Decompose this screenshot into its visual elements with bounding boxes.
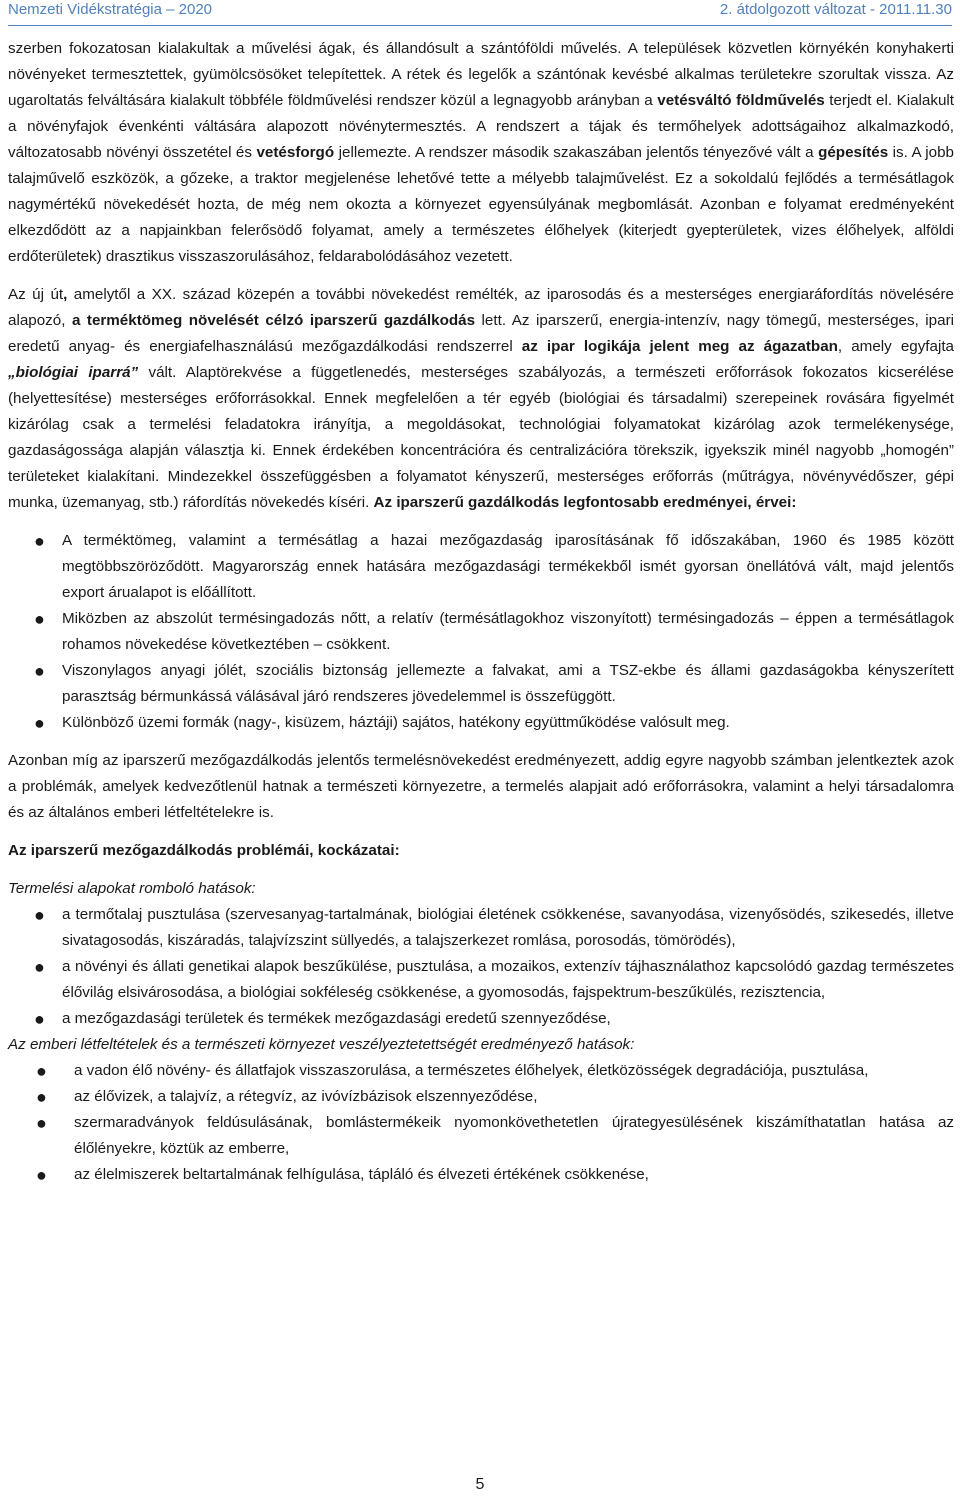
bullet-icon: ●	[36, 1087, 47, 1107]
text-run: amelytől a XX. század közepén a további növekedést remélték, az iparosodás és a mesterséges energiaráfordítás növelésére alapozó,	[8, 286, 954, 329]
text-run: , amely egyfajta	[837, 338, 955, 355]
list-item: ● a mezőgazdasági területek és termékek mezőgazdasági eredetű szennyeződése,	[8, 1006, 954, 1032]
bold-run: a terméktömeg növelését célzó iparszerű gazdálkodás	[71, 312, 476, 329]
paragraph-1	[8, 36, 954, 270]
list-item: ● a termőtalaj pusztulása (szervesanyag-tartalmának, biológiai életének csökkenése, savanyodása, vizenyősödés, szikesedés, illetve sivatagosodás, kiszáradás, talajvízszint süllyedés, a talajszerkezet romlása, porosodás, tömörödés),	[8, 902, 954, 954]
text-run: lett. Az iparszerű, energia-intenzív, nagy tömegű, mesterséges, ipari eredetű anyag- és energiafelhasználású mezőgazdálkodási rendszerrel	[8, 312, 954, 355]
paragraph-2	[8, 282, 954, 516]
document-body	[8, 36, 954, 1188]
list-item: ● szermaradványok feldúsulásának, bomlástermékeik nyomonkövethetetlen újrategyesülésének kiszámíthatatlan hatása az élőlényekre, köztük az emberre,	[8, 1110, 954, 1162]
list-item: ● a vadon élő növény- és állatfajok visszaszorulása, a természetes élőhelyek, életközösségek degradációja, pusztulása,	[8, 1058, 954, 1084]
environment-impacts-list	[8, 1058, 954, 1188]
list-item: ● Miközben az abszolút termésingadozás nőtt, a relatív (termésátlagokhoz viszonyított) termésingadozás – éppen a termésátlagok rohamos növekedése következtében – csökkent.	[8, 606, 954, 658]
text-run: vált. Alaptörekvése a függetlenedés, mesterséges szabályozás, a természeti erőforrások fokozatos kicserélése (helyettesítése) mesterséges erőforrásokkal. Ennek megfelelően a tér egyéb (biológiai és társadalmi) szerepeinek rovására figyelmét kizárólag csak a termelési feladatokra irányítja, a megoldásokat, technológiai folyamatokat kizárólag azok termelékenysége, gazdaságossága alapján választja ki. Ennek érdekében koncentrációra és centralizációra törekszik, igyekszik minél nagyobb „homogén” területeket kialakítani. Mindezekkel összefüggésben a folyamatot kényszerű, mesterséges erőforrás (műtrágya, növényvédőszer, gépi munka, üzemanyag, stb.) ráfordítás növekedés kíséri.	[8, 364, 954, 511]
bullet-icon: ●	[34, 609, 45, 629]
bold-run: ,	[63, 286, 68, 303]
bullet-icon: ●	[34, 531, 45, 551]
list-item: ● Viszonylagos anyagi jólét, szociális biztonság jellemezte a falvakat, ami a TSZ-ekbe és állami gazdaságokba kényszerített parasztság bérmunkássá válásával járó rendszeres jövedelemmel is összefüggött.	[8, 658, 954, 710]
bold-run: vetésforgó	[256, 144, 335, 161]
results-list	[8, 528, 954, 736]
list-item: ● Különböző üzemi formák (nagy-, kisüzem, háztáji) sajátos, hatékony együttműködése valósult meg.	[8, 710, 954, 736]
bullet-icon: ●	[34, 905, 45, 925]
bullet-icon: ●	[34, 661, 45, 681]
subheading-environment: Az emberi létfeltételek és a természeti környezet veszélyeztetettségét eredményező hatások:	[8, 1036, 635, 1053]
production-impacts-list	[8, 902, 954, 1032]
page-header	[8, 0, 952, 26]
bullet-icon: ●	[34, 957, 45, 977]
bullet-icon: ●	[36, 1061, 47, 1081]
text-run: is. A jobb talajművelő eszközök, a gőzeke, a traktor megjelenése lehetővé tette a mélyebb talajművelést. Ez a sokoldalú fejlődés a termésátlagok nagymértékű növekedését hozta, de még nem okozta a környezet egyensúlyának megbomlását. Azonban e folyamat eredményeként elkezdődött az a napjainkban felerősödő folyamat, amely a természetes élőhelyek (kiterjedt gyepterületek, vizes élőhelyek, alföldi erdőterületek) drasztikus visszaszorulásához, feldarabolódásához vezetett.	[8, 144, 954, 265]
bullet-icon: ●	[36, 1113, 47, 1133]
text-run: jellemezte. A rendszer második szakaszában jelentős tényezővé vált a	[334, 144, 819, 161]
list-item: ● A terméktömeg, valamint a termésátlag a hazai mezőgazdaság iparosításának fő időszakában, 1960 és 1985 között megtöbbszöröződött. Magyarország ennek hatására mezőgazdasági termékekből ismét gyorsan önellátóvá vált, majd jelentős export árualapot is előállított.	[8, 528, 954, 606]
bullet-icon: ●	[34, 1009, 45, 1029]
section-heading: Az iparszerű mezőgazdálkodás problémái, kockázatai:	[8, 842, 400, 859]
list-item: ● az élővizek, a talajvíz, a rétegvíz, az ivóvízbázisok elszennyeződése,	[8, 1084, 954, 1110]
bullet-icon: ●	[36, 1165, 47, 1185]
list-item: ● az élelmiszerek beltartalmának felhígulása, tápláló és élvezeti értékének csökkenése,	[8, 1162, 954, 1188]
page-number: 5	[475, 1476, 485, 1493]
bold-run: gépesítés	[818, 144, 889, 161]
paragraph-3: Azonban míg az iparszerű mezőgazdálkodás jelentős termelésnövekedést eredményezett, addig egyre nagyobb számban jelentkeztek azok a problémák, amelyek kedvezőtlenül hatnak a természeti környezetre, a termelés alapjait adó erőforrásokra, valamint a helyi társadalomra és az általános emberi létfeltételekre is.	[8, 752, 954, 821]
bold-run: az ipar logikája jelent meg az ágazatban	[521, 338, 838, 355]
header-title: Nemzeti Vidékstratégia – 2020	[8, 1, 213, 18]
bold-run: Az iparszerű gazdálkodás legfontosabb eredményei, érvei:	[373, 494, 797, 511]
bold-run: vetésváltó földművelés	[657, 92, 825, 109]
text-run: szerben fokozatosan kialakultak a művelési ágak, és állandósult a szántóföldi művelés. A települések közvetlen környékén konyhakerti növényeket termesztettek, gyümölcsösöket telepítettek. A rétek és legelők a szántónak kevésbé alkalmas területekre szorultak vissza. Az ugaroltatás felváltására kialakult többféle földművelési rendszer közül a legnagyobb arányban a	[8, 40, 954, 109]
subheading-production: Termelési alapokat romboló hatások:	[8, 880, 256, 897]
list-item: ● a növényi és állati genetikai alapok beszűkülése, pusztulása, a mozaikos, extenzív tájhasználathoz kapcsolódó gazdag természetes élővilág elsivárosodása, a biológiai sokféleség csökkenése, a gyomosodás, fajspektrum-beszűkülés, rezisztencia,	[8, 954, 954, 1006]
text-run: Az új út	[8, 286, 64, 303]
text-run: terjedt el. Kialakult a növényfajok évenkénti váltására alapozott növénytermesztés. A rendszert a tájak és termőhelyek adottságaihoz alkalmazkodó, változatosabb növényi összetétel és	[8, 92, 954, 161]
bullet-icon: ●	[34, 713, 45, 733]
italic-run: „biológiai iparrá”	[8, 364, 139, 381]
header-version: 2. átdolgozott változat - 2011.11.30	[719, 1, 952, 18]
